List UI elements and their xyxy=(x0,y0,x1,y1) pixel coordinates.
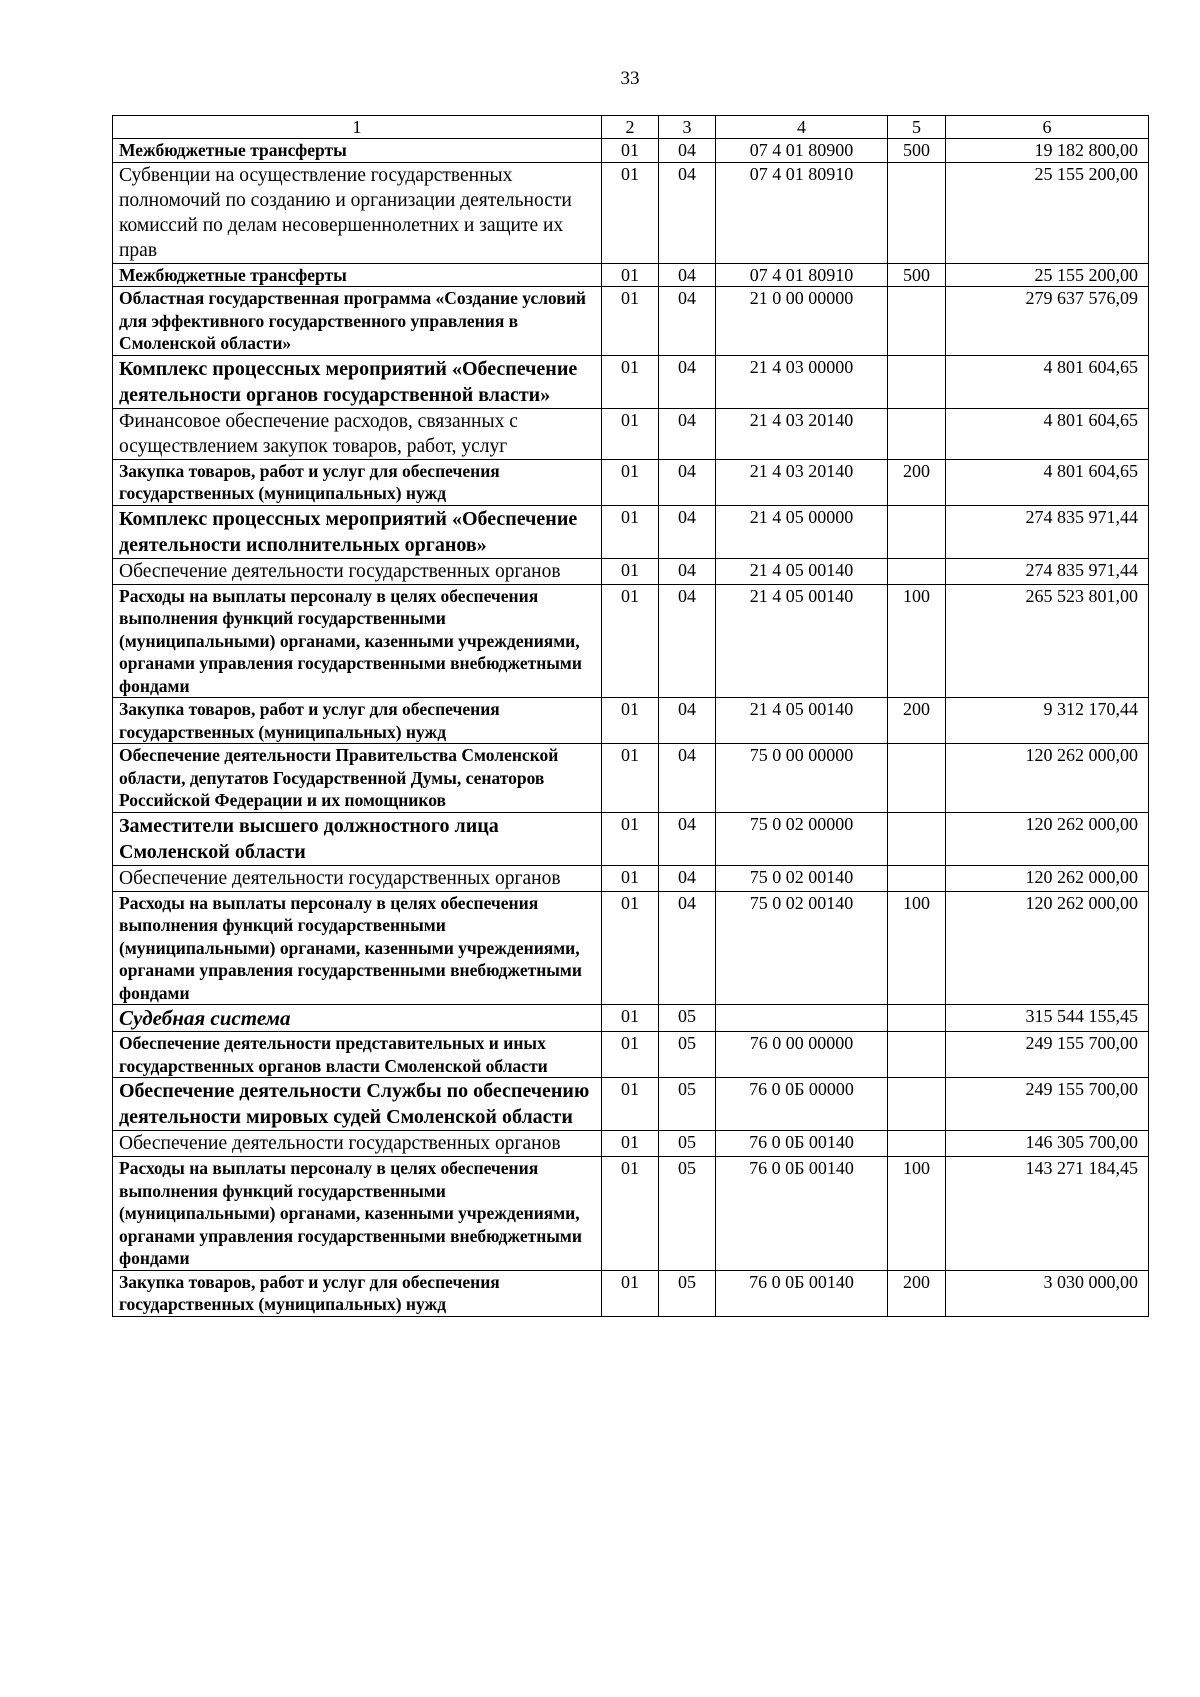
subsection-code-cell: 04 xyxy=(659,698,716,744)
section-code-cell: 01 xyxy=(602,408,659,459)
row-name-cell: Обеспечение деятельности Правительства Смоленской области, депутатов Государственной Думы, сенаторов Российской Федерации и их помощников xyxy=(113,744,602,813)
section-code-cell: 01 xyxy=(602,891,659,1005)
header-cell-col3: 3 xyxy=(659,116,716,139)
expense-type-cell xyxy=(888,1131,946,1157)
subsection-code-cell: 04 xyxy=(659,891,716,1005)
table-row xyxy=(113,584,1149,698)
header-cell-col1: 1 xyxy=(113,116,602,139)
subsection-code-cell: 05 xyxy=(659,1032,716,1078)
target-article-cell: 07 4 01 80910 xyxy=(716,263,888,287)
subsection-code-cell: 04 xyxy=(659,865,716,891)
table-row xyxy=(113,1078,1149,1131)
amount-cell: 25 155 200,00 xyxy=(946,263,1149,287)
section-code-cell: 01 xyxy=(602,459,659,505)
subsection-code-cell: 04 xyxy=(659,263,716,287)
subsection-code-cell: 04 xyxy=(659,558,716,584)
expense-type-cell xyxy=(888,1078,946,1131)
table-row xyxy=(113,1005,1149,1032)
amount-cell: 274 835 971,44 xyxy=(946,558,1149,584)
row-name-cell: Расходы на выплаты персоналу в целях обеспечения выполнения функций государственными (муниципальными) органами, казенными учреждениями, органами управления государственными внебюджетными фондами xyxy=(113,1157,602,1271)
row-name-cell: Обеспечение деятельности государственных органов xyxy=(113,558,602,584)
expense-type-cell: 100 xyxy=(888,584,946,698)
section-code-cell: 01 xyxy=(602,584,659,698)
subsection-code-cell: 04 xyxy=(659,505,716,558)
amount-cell: 249 155 700,00 xyxy=(946,1032,1149,1078)
amount-cell: 120 262 000,00 xyxy=(946,744,1149,813)
table-row xyxy=(113,408,1149,459)
section-code-cell: 01 xyxy=(602,139,659,163)
target-article-cell: 21 0 00 00000 xyxy=(716,287,888,356)
table-row xyxy=(113,355,1149,408)
row-name-cell: Обеспечение деятельности представительных и иных государственных органов власти Смоленской области xyxy=(113,1032,602,1078)
table-row xyxy=(113,698,1149,744)
section-code-cell: 01 xyxy=(602,287,659,356)
subsection-code-cell: 05 xyxy=(659,1078,716,1131)
subsection-code-cell: 04 xyxy=(659,459,716,505)
amount-cell: 3 030 000,00 xyxy=(946,1270,1149,1316)
amount-cell: 19 182 800,00 xyxy=(946,139,1149,163)
header-cell-col4: 4 xyxy=(716,116,888,139)
section-code-cell: 01 xyxy=(602,1032,659,1078)
section-code-cell: 01 xyxy=(602,1157,659,1271)
target-article-cell: 21 4 03 00000 xyxy=(716,355,888,408)
header-cell-col6: 6 xyxy=(946,116,1149,139)
target-article-cell: 75 0 02 00140 xyxy=(716,865,888,891)
amount-cell: 4 801 604,65 xyxy=(946,459,1149,505)
amount-cell: 120 262 000,00 xyxy=(946,812,1149,865)
subsection-code-cell: 04 xyxy=(659,408,716,459)
expense-type-cell: 500 xyxy=(888,139,946,163)
target-article-cell: 21 4 05 00140 xyxy=(716,698,888,744)
subsection-code-cell: 05 xyxy=(659,1005,716,1032)
subsection-code-cell: 04 xyxy=(659,355,716,408)
expense-type-cell xyxy=(888,865,946,891)
table-row xyxy=(113,891,1149,1005)
row-name-cell: Расходы на выплаты персоналу в целях обеспечения выполнения функций государственными (муниципальными) органами, казенными учреждениями, органами управления государственными внебюджетными фондами xyxy=(113,891,602,1005)
amount-cell: 25 155 200,00 xyxy=(946,162,1149,263)
row-name-cell: Обеспечение деятельности Службы по обеспечению деятельности мировых судей Смоленской области xyxy=(113,1078,602,1131)
expense-type-cell: 500 xyxy=(888,263,946,287)
row-name-cell: Межбюджетные трансферты xyxy=(113,139,602,163)
section-code-cell: 01 xyxy=(602,162,659,263)
section-code-cell: 01 xyxy=(602,505,659,558)
amount-cell: 4 801 604,65 xyxy=(946,355,1149,408)
expense-type-cell xyxy=(888,1032,946,1078)
row-name-cell: Обеспечение деятельности государственных органов xyxy=(113,865,602,891)
subsection-code-cell: 05 xyxy=(659,1131,716,1157)
section-code-cell: 01 xyxy=(602,812,659,865)
table-row xyxy=(113,1032,1149,1078)
expense-type-cell: 200 xyxy=(888,459,946,505)
section-code-cell: 01 xyxy=(602,1078,659,1131)
target-article-cell: 76 0 0Б 00000 xyxy=(716,1078,888,1131)
subsection-code-cell: 04 xyxy=(659,812,716,865)
section-code-cell: 01 xyxy=(602,1005,659,1032)
target-article-cell: 21 4 03 20140 xyxy=(716,408,888,459)
expense-type-cell xyxy=(888,1005,946,1032)
target-article-cell: 76 0 0Б 00140 xyxy=(716,1270,888,1316)
target-article-cell: 21 4 03 20140 xyxy=(716,459,888,505)
table-row xyxy=(113,287,1149,356)
subsection-code-cell: 04 xyxy=(659,162,716,263)
table-row xyxy=(113,139,1149,163)
table-row xyxy=(113,263,1149,287)
table-header-row xyxy=(113,116,1149,139)
target-article-cell: 76 0 0Б 00140 xyxy=(716,1131,888,1157)
row-name-cell: Закупка товаров, работ и услуг для обеспечения государственных (муниципальных) нужд xyxy=(113,698,602,744)
target-article-cell: 21 4 05 00140 xyxy=(716,584,888,698)
expense-type-cell xyxy=(888,558,946,584)
section-code-cell: 01 xyxy=(602,558,659,584)
row-name-cell: Обеспечение деятельности государственных органов xyxy=(113,1131,602,1157)
section-code-cell: 01 xyxy=(602,744,659,813)
header-cell-col5: 5 xyxy=(888,116,946,139)
subsection-code-cell: 04 xyxy=(659,139,716,163)
subsection-code-cell: 05 xyxy=(659,1157,716,1271)
table-body xyxy=(113,116,1149,1317)
amount-cell: 120 262 000,00 xyxy=(946,891,1149,1005)
amount-cell: 265 523 801,00 xyxy=(946,584,1149,698)
row-name-cell: Межбюджетные трансферты xyxy=(113,263,602,287)
row-name-cell: Комплекс процессных мероприятий «Обеспечение деятельности исполнительных органов» xyxy=(113,505,602,558)
target-article-cell: 76 0 00 00000 xyxy=(716,1032,888,1078)
target-article-cell: 76 0 0Б 00140 xyxy=(716,1157,888,1271)
expense-type-cell: 100 xyxy=(888,1157,946,1271)
table-row xyxy=(113,1157,1149,1271)
page-number: 33 xyxy=(620,68,640,89)
table-row xyxy=(113,865,1149,891)
row-name-cell: Финансовое обеспечение расходов, связанных с осуществлением закупок товаров, работ, услуг xyxy=(113,408,602,459)
amount-cell: 279 637 576,09 xyxy=(946,287,1149,356)
target-article-cell: 07 4 01 80900 xyxy=(716,139,888,163)
amount-cell: 249 155 700,00 xyxy=(946,1078,1149,1131)
section-code-cell: 01 xyxy=(602,865,659,891)
target-article-cell: 21 4 05 00140 xyxy=(716,558,888,584)
expense-type-cell xyxy=(888,812,946,865)
expense-type-cell xyxy=(888,408,946,459)
expense-type-cell xyxy=(888,162,946,263)
header-cell-col2: 2 xyxy=(602,116,659,139)
subsection-code-cell: 04 xyxy=(659,287,716,356)
table-row xyxy=(113,558,1149,584)
row-name-cell: Субвенции на осуществление государственных полномочий по созданию и организации деятельности комиссий по делам несовершеннолетних и защите их прав xyxy=(113,162,602,263)
row-name-cell: Заместители высшего должностного лица Смоленской области xyxy=(113,812,602,865)
expense-type-cell: 100 xyxy=(888,891,946,1005)
expense-type-cell: 200 xyxy=(888,1270,946,1316)
amount-cell: 9 312 170,44 xyxy=(946,698,1149,744)
subsection-code-cell: 05 xyxy=(659,1270,716,1316)
table-row xyxy=(113,459,1149,505)
amount-cell: 4 801 604,65 xyxy=(946,408,1149,459)
expense-type-cell xyxy=(888,355,946,408)
amount-cell: 315 544 155,45 xyxy=(946,1005,1149,1032)
table-row xyxy=(113,162,1149,263)
row-name-cell: Комплекс процессных мероприятий «Обеспечение деятельности органов государственной власти» xyxy=(113,355,602,408)
table-row xyxy=(113,1131,1149,1157)
table-row xyxy=(113,505,1149,558)
subsection-code-cell: 04 xyxy=(659,744,716,813)
target-article-cell: 75 0 02 00140 xyxy=(716,891,888,1005)
target-article-cell: 21 4 05 00000 xyxy=(716,505,888,558)
table-row xyxy=(113,744,1149,813)
row-name-cell: Расходы на выплаты персоналу в целях обеспечения выполнения функций государственными (муниципальными) органами, казенными учреждениями, органами управления государственными внебюджетными фондами xyxy=(113,584,602,698)
row-name-cell: Закупка товаров, работ и услуг для обеспечения государственных (муниципальных) нужд xyxy=(113,1270,602,1316)
expense-type-cell: 200 xyxy=(888,698,946,744)
amount-cell: 143 271 184,45 xyxy=(946,1157,1149,1271)
target-article-cell: 07 4 01 80910 xyxy=(716,162,888,263)
target-article-cell xyxy=(716,1005,888,1032)
section-code-cell: 01 xyxy=(602,263,659,287)
subsection-code-cell: 04 xyxy=(659,584,716,698)
row-name-cell: Закупка товаров, работ и услуг для обеспечения государственных (муниципальных) нужд xyxy=(113,459,602,505)
expense-type-cell xyxy=(888,744,946,813)
section-code-cell: 01 xyxy=(602,698,659,744)
target-article-cell: 75 0 00 00000 xyxy=(716,744,888,813)
budget-table xyxy=(112,115,1149,1317)
amount-cell: 120 262 000,00 xyxy=(946,865,1149,891)
row-name-cell: Судебная система xyxy=(113,1005,602,1032)
row-name-cell: Областная государственная программа «Создание условий для эффективного государственного управления в Смоленской области» xyxy=(113,287,602,356)
section-code-cell: 01 xyxy=(602,1270,659,1316)
expense-type-cell xyxy=(888,287,946,356)
section-code-cell: 01 xyxy=(602,1131,659,1157)
section-code-cell: 01 xyxy=(602,355,659,408)
expense-type-cell xyxy=(888,505,946,558)
table-row xyxy=(113,812,1149,865)
amount-cell: 146 305 700,00 xyxy=(946,1131,1149,1157)
target-article-cell: 75 0 02 00000 xyxy=(716,812,888,865)
amount-cell: 274 835 971,44 xyxy=(946,505,1149,558)
table-row xyxy=(113,1270,1149,1316)
